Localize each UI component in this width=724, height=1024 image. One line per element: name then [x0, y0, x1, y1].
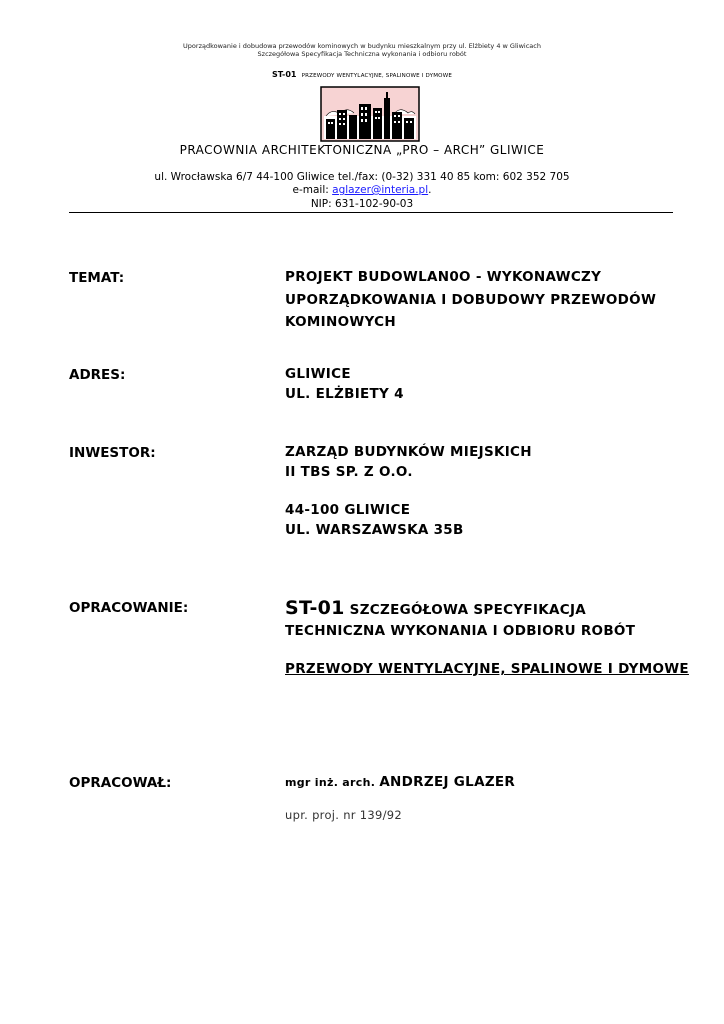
temat-line: PROJEKT BUDOWLAN0O - WYKONAWCZY [285, 269, 602, 285]
opracowal-name: ANDRZEJ GLAZER [379, 774, 516, 790]
opracowanie-code: ST-01 [285, 597, 345, 619]
temat-label: TEMAT: [69, 270, 125, 286]
email-link[interactable]: aglazer@interia.pl [332, 184, 429, 196]
inwestor-line: II TBS SP. Z O.O. [285, 464, 413, 480]
email-label: e-mail: [292, 184, 333, 196]
uprawnienia: upr. proj. nr 139/92 [285, 808, 403, 822]
header-spec-line: Szczegółowa Specyfikacja Techniczna wykonania i odbioru robót [257, 50, 467, 58]
adres-value [285, 364, 404, 404]
opracowanie-line-3: PRZEWODY WENTYLACYJNE, SPALINOWE I DYMOWE [285, 661, 689, 677]
inwestor-address-line: UL. WARSZAWSKA 35B [285, 522, 464, 538]
temat-line: KOMINOWYCH [285, 314, 396, 330]
header-divider [69, 212, 673, 213]
adres-label: ADRES: [69, 367, 126, 383]
opracowal-title: mgr inż. arch. [285, 776, 380, 789]
firm-nip: NIP: 631-102-90-03 [310, 198, 414, 210]
temat-line: UPORZĄDKOWANIA I DOBUDOWY PRZEWODÓW [285, 292, 657, 308]
firm-name: PRACOWNIA ARCHITEKTONICZNA „PRO – ARCH” GLIWICE [179, 143, 545, 157]
inwestor-line: ZARZĄD BUDYNKÓW MIEJSKICH [285, 444, 532, 460]
city-skyline-logo [320, 86, 420, 142]
opracowanie-line-1 [285, 596, 586, 622]
header-code-line [0, 67, 724, 81]
header-project-line: Uporządkowanie i dobudowa przewodów kominowych w budynku mieszkalnym przy ul. Elżbiety 4 w Gliwicach [183, 42, 541, 50]
inwestor-address [285, 500, 464, 540]
opracowal-label: OPRACOWAŁ: [69, 775, 172, 791]
inwestor-address-line: 44-100 GLIWICE [285, 502, 411, 518]
header-code: ST-01 [271, 70, 297, 79]
opracowanie-value [285, 596, 586, 622]
inwestor-label: INWESTOR: [69, 445, 156, 461]
temat-value [285, 266, 656, 333]
email-suffix: . [428, 184, 432, 196]
firm-email-line [0, 184, 724, 197]
opracowanie-label: OPRACOWANIE: [69, 600, 189, 616]
opracowal-value [285, 771, 515, 794]
opracowanie-title-1: SZCZEGÓŁOWA SPECYFIKACJA [344, 602, 587, 618]
header-code-desc: PRZEWODY WENTYLACYJNE, SPALINOWE I DYMOWE [301, 73, 453, 79]
adres-line: UL. ELŻBIETY 4 [285, 386, 404, 402]
firm-address: ul. Wrocławska 6/7 44-100 Gliwice tel./fax: (0-32) 331 40 85 kom: 602 352 705 [154, 171, 570, 183]
inwestor-value [285, 442, 532, 482]
opracowanie-line-2: TECHNICZNA WYKONANIA I ODBIORU ROBÓT [285, 623, 636, 639]
adres-line: GLIWICE [285, 366, 351, 382]
